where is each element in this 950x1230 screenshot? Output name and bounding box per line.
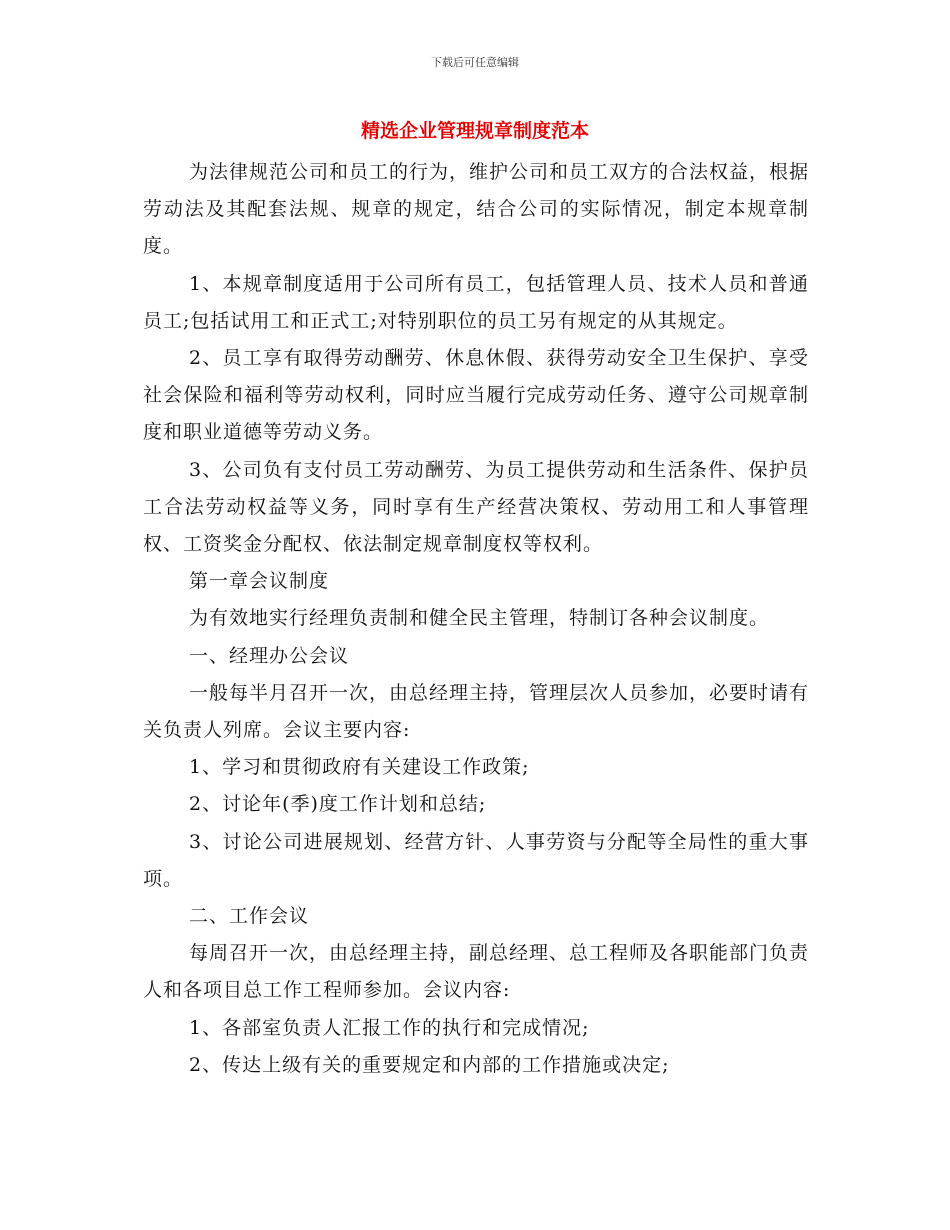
paragraph-clause-1: 1、本规章制度适用于公司所有员工，包括管理人员、技术人员和普通员工;包括试用工和正式工;对特别职位的员工另有规定的从其规定。 <box>143 272 809 332</box>
header-note: 下载后可任意编辑 <box>431 56 519 69</box>
paragraph-clause-3: 3、公司负有支付员工劳动酬劳、为员工提供劳动和生活条件、保护员工合法劳动权益等义务，同时享有生产经营决策权、劳动用工和人事管理权、工资奖金分配权、依法制定规章制度权等权利。 <box>143 458 809 556</box>
list-item: 2、传达上级有关的重要规定和内部的工作措施或决定; <box>189 1053 670 1076</box>
list-item: 1、学习和贯彻政府有关建设工作政策; <box>189 756 530 779</box>
paragraph-clause-2: 2、员工享有取得劳动酬劳、休息休假、获得劳动安全卫生保护、享受社会保险和福利等劳动权利，同时应当履行完成劳动任务、遵守公司规章制度和职业道德等劳动义务。 <box>143 347 809 444</box>
section-heading: 一、经理办公会议 <box>189 644 350 667</box>
list-item: 1、各部室负责人汇报工作的执行和完成情况; <box>189 1016 590 1039</box>
section-heading: 二、工作会议 <box>189 905 310 928</box>
list-item: 2、讨论年(季)度工作计划和总结; <box>189 793 487 816</box>
document-body <box>143 154 809 1084</box>
list-item: 3、讨论公司进展规划、经营方针、人事劳资与分配等全局性的重大事项。 <box>143 830 809 890</box>
paragraph: 每周召开一次，由总经理主持，副总经理、总工程师及各职能部门负责人和各项目总工作工程师参加。会议内容: <box>143 942 810 1002</box>
document-title: 精选企业管理规章制度范本 <box>360 120 589 142</box>
paragraph: 一般每半月召开一次，由总经理主持，管理层次人员参加，必要时请有关负责人列席。会议主要内容: <box>143 681 810 742</box>
paragraph: 为有效地实行经理负责制和健全民主管理，特制订各种会议制度。 <box>189 607 770 630</box>
paragraph-intro: 为法律规范公司和员工的行为，维护公司和员工双方的合法权益，根据劳动法及其配套法规、规章的规定，结合公司的实际情况，制定本规章制度。 <box>143 161 810 258</box>
chapter-heading: 第一章会议制度 <box>189 570 330 593</box>
